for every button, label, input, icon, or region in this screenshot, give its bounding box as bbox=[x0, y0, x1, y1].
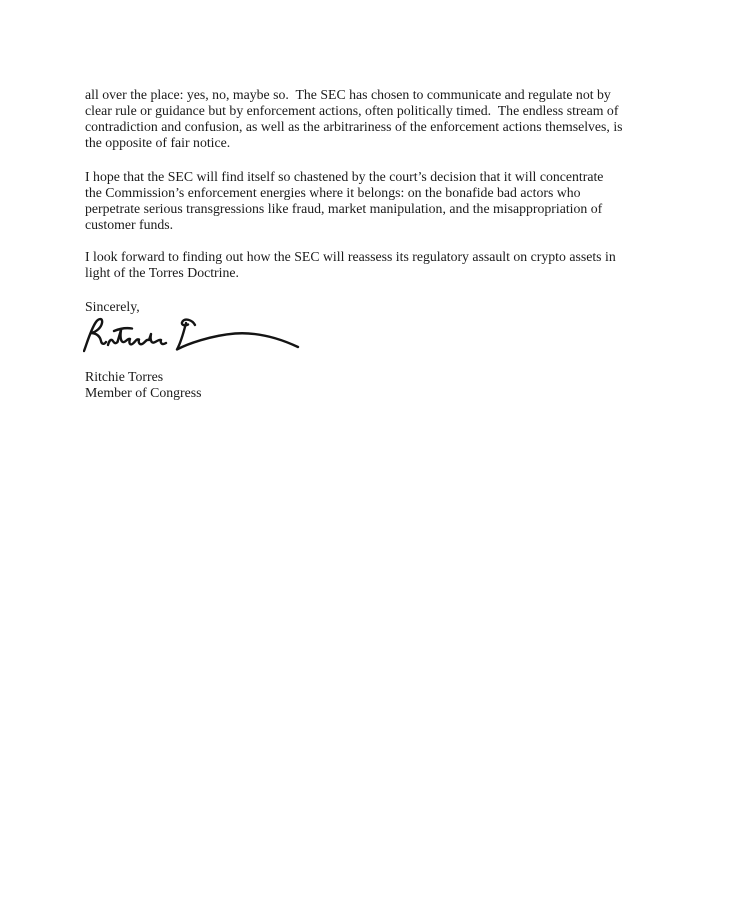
paragraph-line: all over the place: yes, no, maybe so. The SEC has chosen to communicate and regulate not by bbox=[85, 87, 611, 102]
handwritten-signature-image bbox=[83, 316, 305, 354]
closing-salutation: Sincerely, bbox=[85, 299, 140, 314]
paragraph-line: clear rule or guidance but by enforcement actions, often politically timed. The endless stream of bbox=[85, 103, 619, 118]
signer-title: Member of Congress bbox=[85, 385, 202, 400]
paragraph-line: customer funds. bbox=[85, 217, 174, 232]
paragraph-line: I look forward to finding out how the SEC will reassess its regulatory assault on crypto assets in bbox=[85, 249, 616, 264]
paragraph-line: the Commission’s enforcement energies where it belongs: on the bonafide bad actors who bbox=[85, 185, 581, 200]
letter-body bbox=[85, 87, 685, 401]
paragraph-line: contradiction and confusion, as well as the arbitrariness of the enforcement actions themselves, is bbox=[85, 119, 623, 134]
paragraph-line: light of the Torres Doctrine. bbox=[85, 265, 239, 280]
paragraph-sec-chastened bbox=[85, 169, 685, 233]
paragraph-line: I hope that the SEC will find itself so chastened by the court’s decision that it will concentrate bbox=[85, 169, 604, 184]
paragraph-torres-doctrine bbox=[85, 249, 685, 281]
paragraph-fair-notice bbox=[85, 87, 685, 151]
signer-name: Ritchie Torres bbox=[85, 369, 164, 384]
paragraph-line: the opposite of fair notice. bbox=[85, 135, 231, 150]
paragraph-line: perpetrate serious transgressions like fraud, market manipulation, and the misappropriation of bbox=[85, 201, 603, 216]
